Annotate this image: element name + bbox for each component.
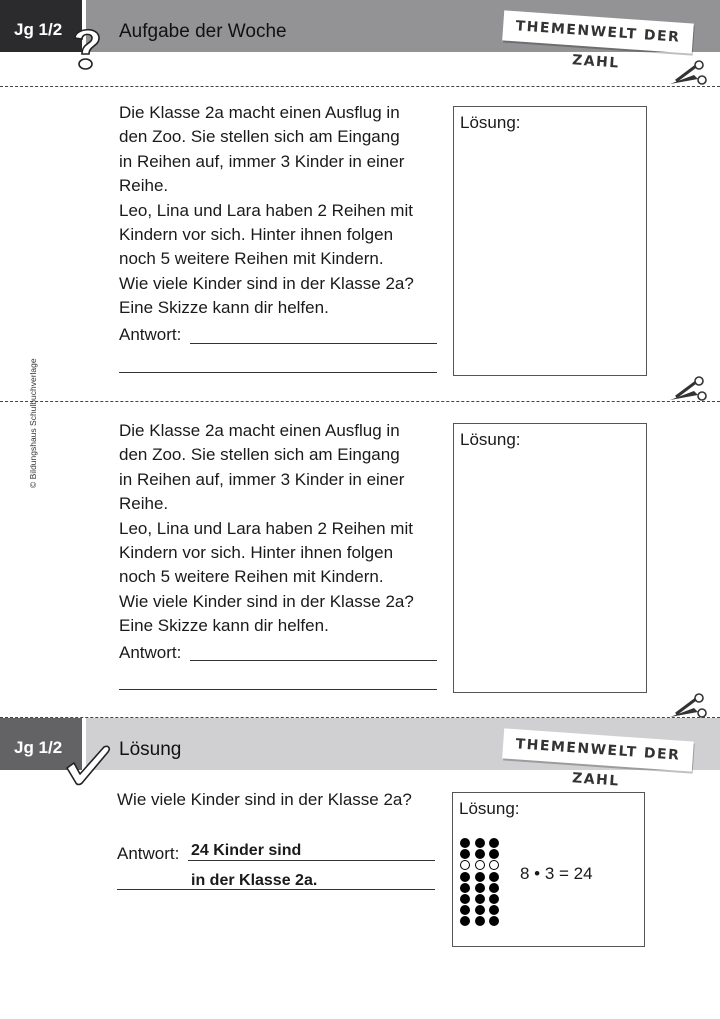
dot-filled <box>475 894 485 904</box>
equation: 8 • 3 = 24 <box>520 864 593 883</box>
task-line: Die Klasse 2a macht einen Ausflug in <box>119 103 400 122</box>
solution-box-label: Lösung: <box>459 799 520 818</box>
solution-question: Wie viele Kinder sind in der Klasse 2a? <box>117 790 412 809</box>
answer-line <box>188 860 435 861</box>
answer-line[interactable] <box>119 372 437 373</box>
scissors-icon <box>668 60 710 86</box>
answer-text-line1: 24 Kinder sind <box>191 842 302 859</box>
scissors-icon <box>668 693 710 719</box>
task-line: Wie viele Kinder sind in der Klasse 2a? <box>119 273 414 293</box>
answer-label: Antwort: <box>119 325 182 344</box>
cut-line <box>0 717 720 718</box>
task-line: in Reihen auf, immer 3 Kinder in einer <box>119 151 405 171</box>
task-text <box>119 101 449 321</box>
task-line: Kindern vor sich. Hinter ihnen folgen <box>119 543 394 563</box>
answer-line[interactable] <box>190 343 437 344</box>
answer-text-line2: in der Klasse 2a. <box>191 872 318 889</box>
task-line: Reihe. <box>119 494 169 514</box>
task-line: den Zoo. Sie stellen sich am Eingang <box>119 445 400 465</box>
solution-box[interactable] <box>453 423 647 693</box>
dot-open <box>475 860 485 870</box>
dot-filled <box>460 872 470 882</box>
task-line: Leo, Lina und Lara haben 2 Reihen mit <box>119 200 413 220</box>
page-title: Aufgabe der Woche <box>119 21 287 42</box>
answer-line[interactable] <box>190 660 437 661</box>
task-line: Kindern vor sich. Hinter ihnen folgen <box>119 225 394 245</box>
dot-filled <box>460 883 470 893</box>
task-text <box>119 419 449 639</box>
checkmark-icon <box>64 744 112 786</box>
task-line: Wie viele Kinder sind in der Klasse 2a? <box>119 591 414 611</box>
task-line: Reihe. <box>119 176 169 196</box>
task-line: Eine Skizze kann dir helfen. <box>119 298 329 318</box>
cut-line <box>0 86 720 87</box>
solution-box-label: Lösung: <box>460 113 521 132</box>
cut-line <box>0 401 720 402</box>
answer-label: Antwort: <box>117 844 180 863</box>
dot-filled <box>489 883 499 893</box>
task-line: den Zoo. Sie stellen sich am Eingang <box>119 127 400 147</box>
scissors-icon <box>668 376 710 402</box>
question-mark-icon <box>70 24 104 74</box>
brand-label: THEMENWELT DER ZAHL <box>502 728 694 771</box>
task-line: Leo, Lina und Lara haben 2 Reihen mit <box>119 518 413 538</box>
answer-label: Antwort: <box>119 643 182 662</box>
copyright-notice: © Bildungshaus Schulbuchverlage <box>28 358 38 488</box>
dot-filled <box>460 894 470 904</box>
task-line: Eine Skizze kann dir helfen. <box>119 616 329 636</box>
grade-tag: Jg 1/2 <box>0 0 82 52</box>
dot-filled <box>489 872 499 882</box>
task-line: noch 5 weitere Reihen mit Kindern. <box>119 249 384 269</box>
grade-tag: Jg 1/2 <box>0 718 82 770</box>
task-line: noch 5 weitere Reihen mit Kindern. <box>119 567 384 587</box>
dot-filled <box>489 894 499 904</box>
task-line: Die Klasse 2a macht einen Ausflug in <box>119 421 400 440</box>
dot-filled <box>475 905 485 915</box>
dot-filled <box>475 872 485 882</box>
dot-filled <box>475 849 485 859</box>
solution-box-label: Lösung: <box>460 430 521 449</box>
dot-filled <box>489 838 499 848</box>
dot-filled <box>475 883 485 893</box>
solution-box[interactable] <box>453 106 647 376</box>
dot-filled <box>460 838 470 848</box>
answer-line[interactable] <box>119 689 437 690</box>
dot-filled <box>475 916 485 926</box>
dot-filled <box>475 838 485 848</box>
answer-line <box>117 889 435 890</box>
solution-title: Lösung <box>119 739 182 760</box>
brand-label: THEMENWELT DER ZAHL <box>502 10 694 53</box>
task-line: in Reihen auf, immer 3 Kinder in einer <box>119 469 405 489</box>
